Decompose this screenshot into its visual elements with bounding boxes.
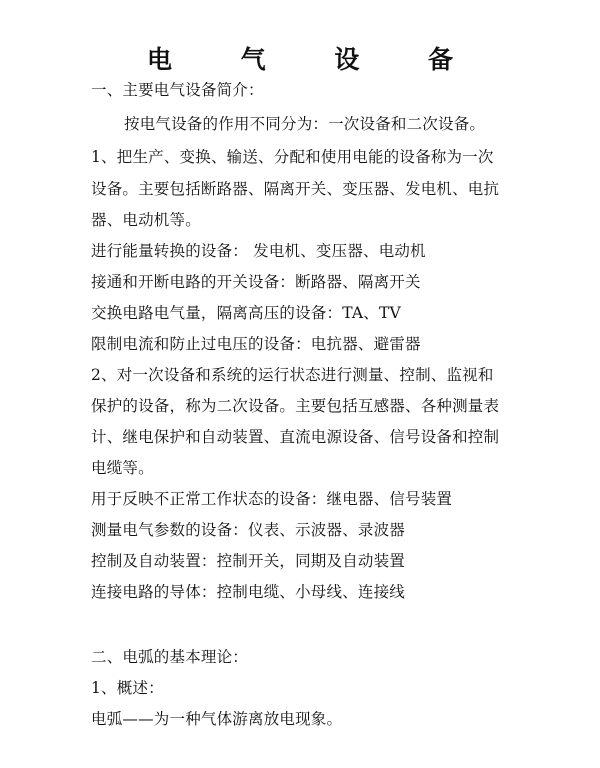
page-title: 电 气 设 备 [146, 45, 484, 74]
paragraph-line: 限制电流和防止过电压的设备：电抗器、避雷器 [91, 335, 421, 353]
paragraph-line: 设备。主要包括断路器、隔离开关、变压器、发电机、电抗 [91, 180, 500, 198]
paragraph-line: 控制及自动装置：控制开关，同期及自动装置 [91, 552, 406, 570]
paragraph-line: 电弧——为一种气体游离放电现象。 [91, 710, 343, 728]
paragraph-line: 连接电路的导体：控制电缆、小母线、连接线 [91, 583, 406, 601]
paragraph-line: 电缆等。 [91, 459, 154, 477]
paragraph-line: 保护的设备，称为二次设备。主要包括互感器、各种测量表 [91, 397, 500, 415]
paragraph-line: 接通和开断电路的开关设备：断路器、隔离开关 [91, 273, 421, 291]
paragraph-line: 交换电路电气量，隔离高压的设备：TA、TV [91, 304, 401, 322]
paragraph-line: 用于反映不正常工作状态的设备：继电器、信号装置 [91, 490, 453, 508]
paragraph-line: 2、对一次设备和系统的运行状态进行测量、控制、监视和 [91, 366, 494, 384]
paragraph-line: 按电气设备的作用不同分为：一次设备和二次设备。 [124, 115, 486, 133]
paragraph-line: 测量电气参数的设备：仪表、示波器、录波器 [91, 521, 406, 539]
paragraph-line: 1、把生产、变换、输送、分配和使用电能的设备称为一次 [91, 148, 494, 166]
section-heading-2: 二、电弧的基本理论： [91, 648, 249, 666]
paragraph-line: 计、继电保护和自动装置、直流电源设备、信号设备和控制 [91, 428, 500, 446]
section-heading-1: 一、主要电气设备简介： [91, 81, 264, 99]
paragraph-line: 进行能量转换的设备： 发电机、变压器、电动机 [91, 242, 426, 260]
paragraph-line: 器、电动机等。 [91, 211, 201, 229]
subsection-heading: 1、概述： [91, 679, 164, 697]
